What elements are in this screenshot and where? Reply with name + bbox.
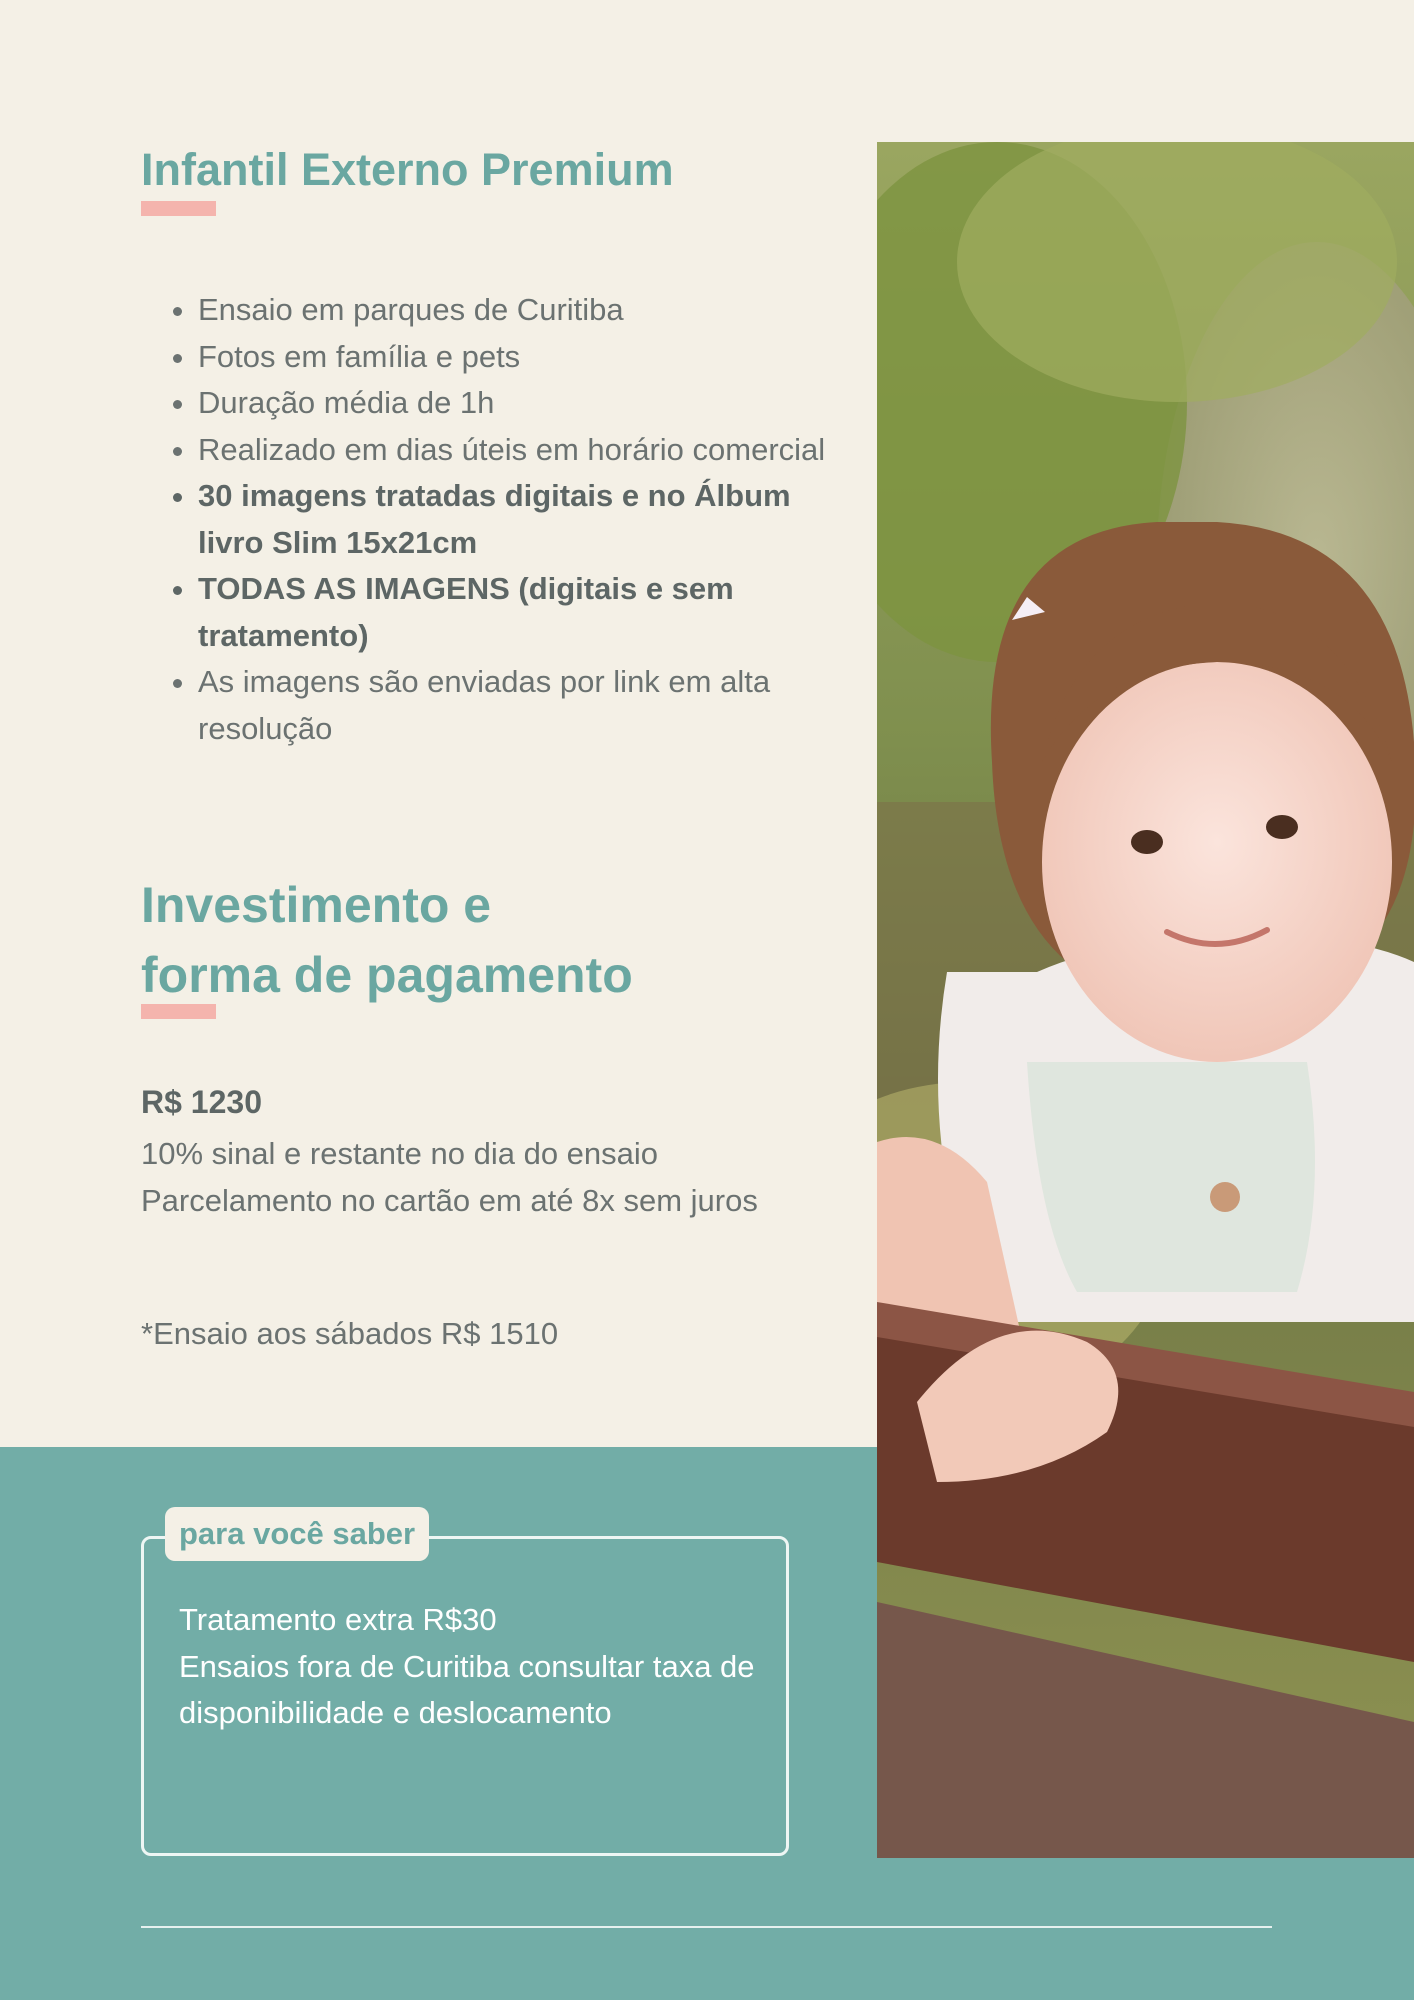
investment-title-line1: Investimento e [141,877,492,933]
saturday-price-note: *Ensaio aos sábados R$ 1510 [141,1316,559,1351]
feature-item: • Realizado em dias úteis em horário comercial [198,427,838,474]
feature-item-highlight: • TODAS AS IMAGENS (digitais e sem tratamento) [198,566,838,659]
payment-installments: Parcelamento no cartão em até 8x sem juros [141,1182,758,1218]
feature-item: • Ensaio em parques de Curitiba [198,287,838,334]
outside-city-note: Ensaios fora de Curitiba consultar taxa de disponibilidade e deslocamento [179,1648,755,1730]
title-accent-bar [141,1004,216,1019]
feature-item: • As imagens são enviadas por link em alta resolução [198,659,838,752]
feature-list [158,287,838,752]
extra-editing-fee: Tratamento extra R$30 [179,1602,497,1637]
feature-item: • Duração média de 1h [198,380,838,427]
package-title: Infantil Externo Premium [141,144,674,195]
footer-divider [141,1926,1272,1928]
investment-title-line2: forma de pagamento [141,947,633,1003]
child-photo-illustration [877,142,1414,1858]
investment-title [141,870,633,1010]
info-box-text [179,1597,769,1737]
price: R$ 1230 [141,1084,262,1120]
feature-item: • Fotos em família e pets [198,334,838,381]
title-accent-bar [141,201,216,216]
feature-item-highlight: • 30 imagens tratadas digitais e no Álbum livro Slim 15x21cm [198,473,838,566]
payment-deposit: 10% sinal e restante no dia do ensaio [141,1136,659,1171]
info-box-label: para você saber [165,1507,429,1561]
payment-terms [141,1131,781,1224]
child-photo [877,142,1414,1858]
